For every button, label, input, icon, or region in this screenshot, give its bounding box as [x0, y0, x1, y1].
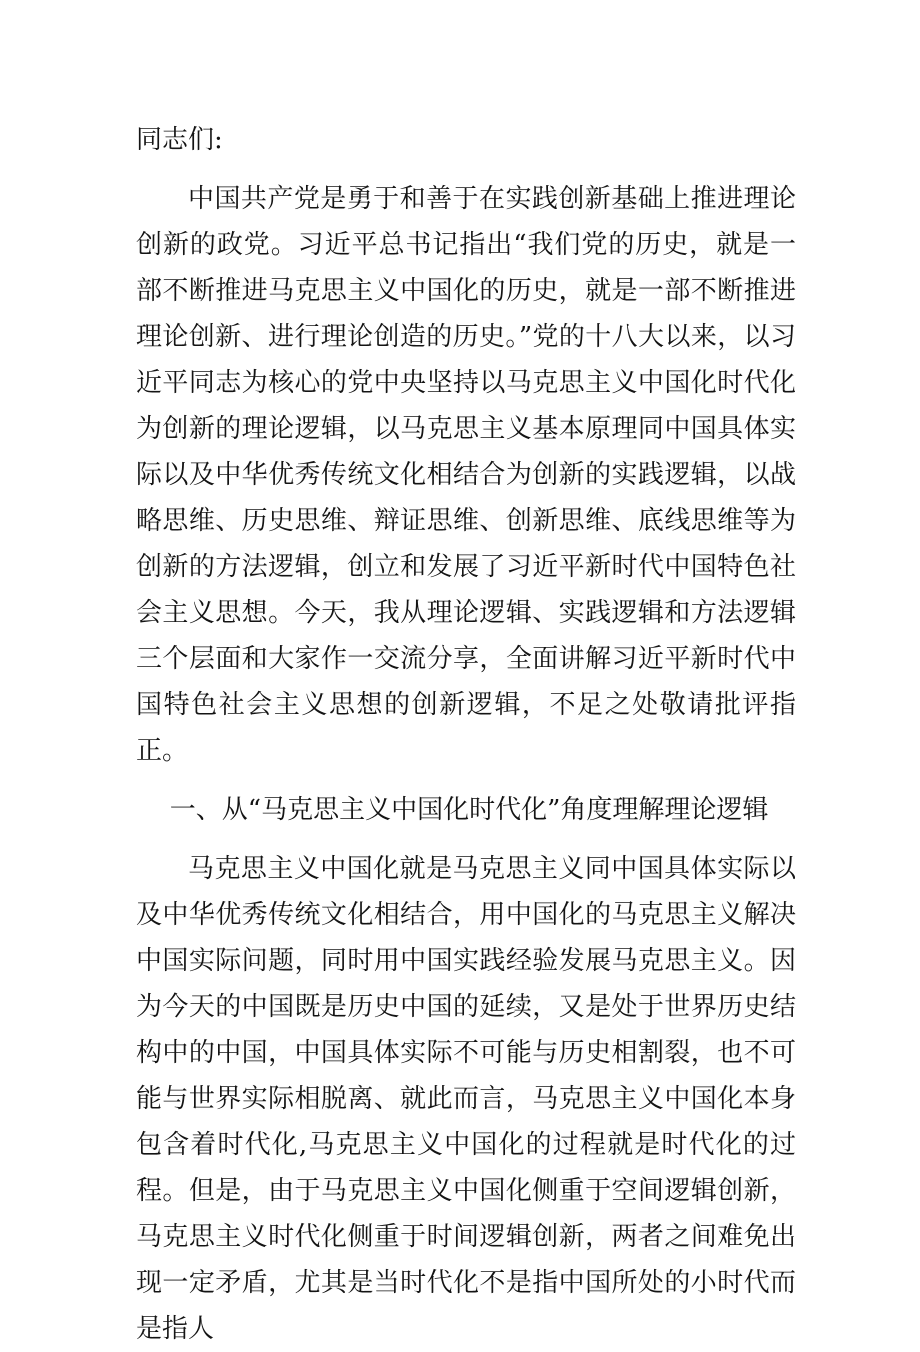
paragraph-intro: 中国共产党是勇于和善于在实践创新基础上推进理论创新的政党。习近平总书记指出“我们党的历史，就是一部不断推进马克思主义中国化的历史，就是一部不断推进理论创新、进行理论创造的历史。”党的十八大以来，以习近平同志为核心的党中央坚持以马克思主义中国化时代化为创新的理论逻辑，以马克思主义基本原理同中国具体实际以及中华优秀传统文化相结合为创新的实践逻辑，以战略思维、历史思维、辩证思维、创新思维、底线思维等为创新的方法逻辑，创立和发展了习近平新时代中国特色社会主义思想。今天，我从理论逻辑、实践逻辑和方法逻辑三个层面和大家作一交流分享，全面讲解习近平新时代中国特色社会主义思想的创新逻辑，不足之处敬请批评指正。: [136, 184, 796, 766]
paragraph-section-one: 马克思主义中国化就是马克思主义同中国具体实际以及中华优秀传统文化相结合，用中国化的马克思主义解决中国实际问题，同时用中国实践经验发展马克思主义。因为今天的中国既是历史中国的延续，又是处于世界历史结构中的中国，中国具体实际不可能与历史相割裂，也不可能与世界实际相脱离、就此而言，马克思主义中国化本身包含着时代化,马克思主义中国化的过程就是时代化的过程。但是，由于马克思主义中国化侧重于空间逻辑创新，马克思主义时代化侧重于时间逻辑创新，两者之间难免出现一定矛盾，尤其是当时代化不是指中国所处的小时代而是指人: [136, 854, 796, 1344]
salutation: 同志们:: [136, 125, 223, 155]
section-heading: 一、从“马克思主义中国化时代化”角度理解理论逻辑: [169, 795, 769, 825]
document-body: [136, 117, 796, 1352]
